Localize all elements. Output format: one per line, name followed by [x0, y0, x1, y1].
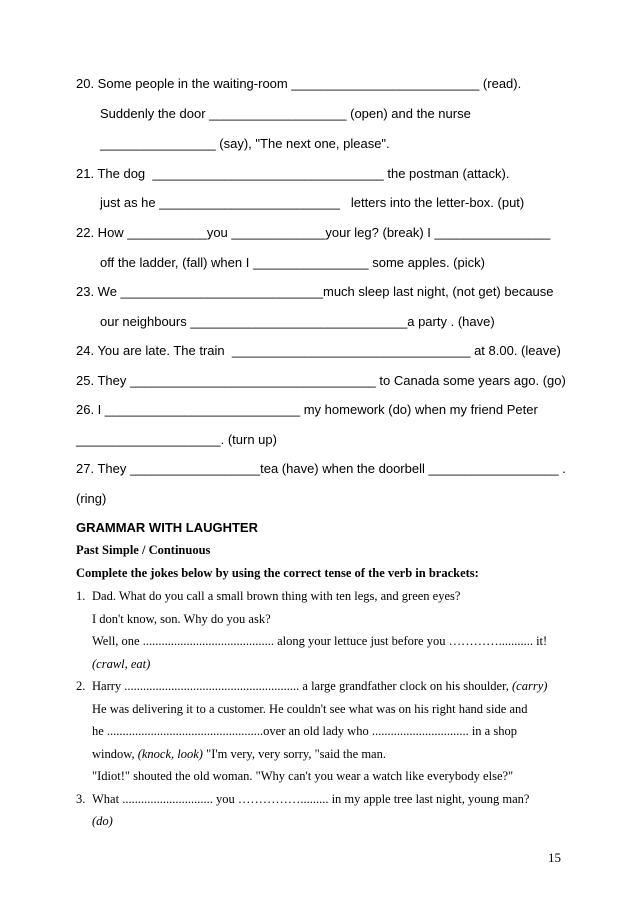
joke-2-number: 2.: [76, 679, 86, 693]
joke-2-line-3: he ..................................................over an old lady who ............................... in a shop: [92, 724, 517, 738]
joke-2-hint-carry: (carry): [512, 679, 548, 693]
joke-1-hint: (crawl, eat): [92, 657, 151, 671]
joke-2-hint-knock-look: (knock, look): [137, 747, 203, 761]
exercise-20-line-3: ________________ (say), "The next one, please".: [100, 136, 390, 151]
joke-3-number: 3.: [76, 792, 86, 806]
exercise-20-line-2: Suddenly the door ___________________ (open) and the nurse: [100, 106, 471, 121]
joke-3-line-1: What ............................. you ……………......... in my apple tree last night, young man?: [92, 792, 530, 806]
page-number: 15: [548, 850, 561, 865]
joke-1-line-2: I don't know, son. Why do you ask?: [92, 612, 271, 626]
exercise-23-line-2: our neighbours ______________________________a party . (have): [100, 314, 495, 329]
exercise-27-line-1: 27. They __________________tea (have) when the doorbell __________________ .: [76, 461, 566, 476]
exercise-21-line-1: 21. The dog ________________________________ the postman (attack).: [76, 166, 510, 181]
exercise-26-line-1: 26. I ___________________________ my homework (do) when my friend Peter: [76, 402, 538, 417]
section-instruction: Complete the jokes below by using the correct tense of the verb in brackets:: [76, 566, 479, 580]
joke-2-line-2: He was delivering it to a customer. He couldn't see what was on his right hand side and: [92, 702, 528, 716]
exercise-22-line-2: off the ladder, (fall) when I ________________ some apples. (pick): [100, 255, 485, 270]
exercise-24: 24. You are late. The train _________________________________ at 8.00. (leave): [76, 343, 561, 358]
joke-2-line-4-end: "I'm very, very sorry, "said the man.: [202, 747, 386, 761]
joke-2-line-5: "Idiot!" shouted the old woman. "Why can't you wear a watch like everybody else?": [92, 769, 514, 783]
joke-2-line-1: [92, 678, 547, 694]
joke-3-hint: (do): [92, 814, 113, 828]
joke-2-line-4-start: window,: [92, 747, 138, 761]
joke-1-line-1: Dad. What do you call a small brown thing with ten legs, and green eyes?: [92, 589, 461, 603]
joke-2-line-1-text: Harry ........................................................ a large grandfather clock on his shoulder,: [92, 679, 513, 693]
exercise-20-line-1: 20. Some people in the waiting-room __________________________ (read).: [76, 76, 522, 91]
exercise-23-line-1: 23. We ____________________________much sleep last night, (not get) because: [76, 284, 554, 299]
section-subtitle: Past Simple / Continuous: [76, 543, 211, 557]
joke-1-line-3: Well, one .......................................... along your lettuce just before you …………........... it!: [92, 634, 548, 648]
joke-1-number: 1.: [76, 589, 86, 603]
joke-2-line-4: [92, 746, 386, 762]
exercise-22-line-1: 22. How ___________you _____________your leg? (break) I ________________: [76, 225, 551, 240]
exercise-25: 25. They __________________________________ to Canada some years ago. (go): [76, 373, 566, 388]
exercise-27-line-2: (ring): [76, 491, 107, 506]
exercise-26-line-2: ____________________. (turn up): [76, 432, 277, 447]
exercise-21-line-2: just as he _________________________ letters into the letter-box. (put): [100, 195, 525, 210]
section-title: GRAMMAR WITH LAUGHTER: [76, 520, 258, 535]
